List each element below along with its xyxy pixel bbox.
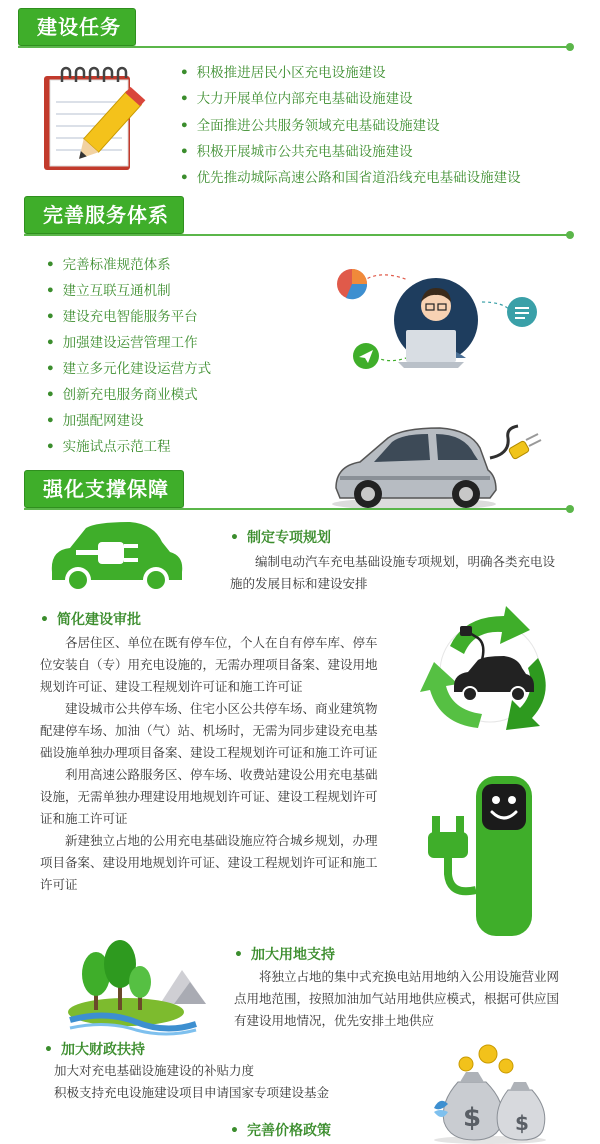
section-header-support: 强化支撑保障 — [24, 470, 184, 508]
person-laptop-icon — [332, 262, 542, 374]
subsection-text: 加大对充电基础设施建设的补贴力度 积极支持充电设施建设项目申请国家专项建设基金 — [54, 1063, 330, 1100]
list-item: • 完善标准规范体系 — [46, 256, 171, 274]
subsection-title: • 制定专项规划 — [230, 527, 331, 547]
subsection-title: • 完善价格政策 — [230, 1120, 331, 1140]
subsection-text: 各居住区、单位在既有停车位，个人在自有停车库、停车位安装自（专）用充电设施的，无需办理项目备案、建设用地规划许可证、建设工程规划许可证和施工许可证 建设城市公共停车场、住宅小区公共停车场、商业建筑物配建停车场、加油（气）站、机场时，无需为同步建设充电基础设施单独办理项目备案、建设工程规划许可证和施工许可证 利用高速公路服务区、停车场、收费站建设公用充电基础设施，无需单独办理建设用地规划许可证、建设工程规划许可证和施工许可证 新建独立占地的公用充电基础设施应符合城乡规划，办理项目备案、建设用地规划许可证、建设工程规划许可证和施工许可证 — [40, 635, 378, 892]
money-bags-icon — [430, 1042, 554, 1144]
section-rule-dot — [566, 43, 574, 51]
recycle-car-icon — [420, 606, 560, 736]
list-item: • 大力开展单位内部充电基础设施建设 — [180, 90, 413, 108]
subsection-title: • 加大用地支持 — [234, 944, 335, 964]
section-rule — [24, 234, 570, 236]
list-item: • 加强建设运营管理工作 — [46, 334, 198, 352]
section-header-service: 完善服务体系 — [24, 196, 184, 234]
list-item: • 实施试点示范工程 — [46, 438, 171, 456]
charging-station-icon — [420, 770, 560, 942]
subsection-title: • 加大财政扶持 — [44, 1039, 145, 1059]
section-rule — [24, 508, 570, 510]
section-rule-dot — [566, 505, 574, 513]
electric-car-icon — [330, 418, 544, 510]
list-item: • 全面推进公共服务领域充电基础设施建设 — [180, 117, 440, 135]
list-item: • 优先推动城际高速公路和国省道沿线充电基础设施建设 — [180, 169, 521, 187]
nature-trees-icon — [66, 940, 208, 1036]
section-rule-dot — [566, 231, 574, 239]
list-item: • 建立互联互通机制 — [46, 282, 171, 300]
subsection-text: 将独立占地的集中式充换电站用地纳入公用设施营业网点用地范围，按照加油加气站用地供应模式，根据可供应国有建设用地情况，优先安排土地供应 — [234, 969, 560, 1028]
section-header-tasks: 建设任务 — [18, 8, 136, 46]
section-rule — [18, 46, 570, 48]
list-item: • 创新充电服务商业模式 — [46, 386, 198, 404]
svg-text:$: $ — [515, 1111, 529, 1135]
subsection-title: • 简化建设审批 — [40, 609, 141, 629]
car-plug-icon — [46, 520, 186, 594]
notepad-pencil-icon — [36, 62, 152, 174]
subsection-text: 编制电动汽车充电基础设施专项规划，明确各类充电设施的发展目标和建设安排 — [230, 554, 556, 591]
list-item: • 建立多元化建设运营方式 — [46, 360, 211, 378]
list-item: • 积极开展城市公共充电基础设施建设 — [180, 143, 413, 161]
list-item: • 积极推进居民小区充电设施建设 — [180, 64, 386, 82]
svg-text:$: $ — [462, 1103, 482, 1133]
list-item: • 建设充电智能服务平台 — [46, 308, 198, 326]
list-item: • 加强配网建设 — [46, 412, 144, 430]
